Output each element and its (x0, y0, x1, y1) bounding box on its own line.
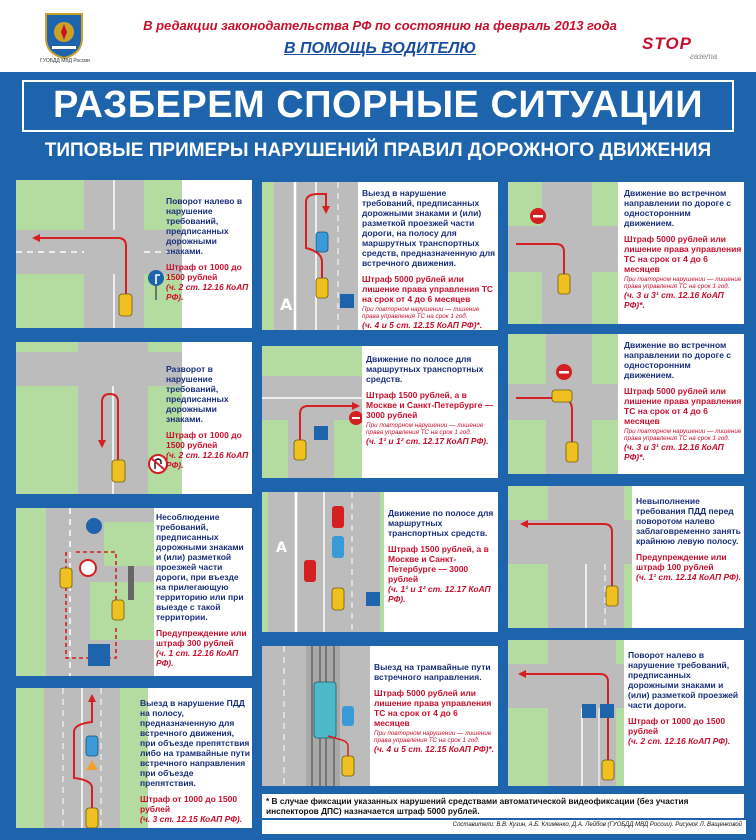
panel-bus-lane-1 (262, 346, 498, 478)
panel-description: Разворот в нарушение требований, предписанных дорожными знаками. (166, 364, 229, 424)
stop-logo-sub: газета (690, 52, 718, 61)
diagram-tram-tracks (262, 646, 370, 786)
panel-fine: Штраф 5000 рублей или лишение права управления ТС на срок от 4 до 6 месяцев (362, 274, 494, 304)
svg-text:А: А (276, 540, 287, 556)
panel-oncoming-bus-lane (262, 182, 498, 330)
panel-description: Выезд в нарушение требований, предписанных дорожными знаками и (или) разметкой проезжей части дороги, на полосу для маршрутных транспортных средств, предназначенную для встречного движения. (362, 188, 496, 268)
panel-law-ref: (ч. 2 ст. 12.16 КоАП РФ). (628, 736, 731, 746)
panel-text (388, 508, 496, 604)
svg-text:А: А (280, 295, 293, 314)
gibdd-emblem-icon (42, 8, 86, 60)
panel-u-turn-sign (16, 342, 252, 494)
diagram-oncoming-bus-lane (262, 182, 358, 330)
diagram-left-turn-sign (16, 180, 182, 328)
diagram-left-turn-marking (508, 640, 624, 786)
diagram-bus-lane-1 (262, 346, 362, 478)
panel-law-ref: (ч. 1¹ и 1² ст. 12.17 КоАП РФ). (388, 584, 491, 604)
diagram-one-way-1 (508, 182, 618, 324)
panel-description: Поворот налево в нарушение требований, предписанных дорожными знаками и (или) разметкой проезжей части дороги. (628, 650, 739, 710)
emblem-caption: ГУОБДД МВД России (40, 58, 90, 64)
panel-law-ref: (ч. 1 ст. 12.16 КоАП РФ). (156, 648, 239, 668)
panel-law-ref: (ч. 2 ст. 12.16 КоАП РФ). (166, 282, 249, 302)
panel-one-way-1 (508, 182, 744, 324)
header (0, 0, 756, 72)
panel-text (156, 512, 250, 668)
panel-text (366, 354, 496, 446)
panel-repeat-note: При повторном нарушении — лишение права управления ТС на срок 1 год. (362, 306, 480, 320)
panel-left-turn-sign (16, 180, 252, 328)
panel-adjacent-territory (16, 508, 252, 676)
panel-description: Движение по полосе для маршрутных транспортных средств. (366, 354, 484, 384)
legislation-note: В редакции законодательства РФ по состоянию на февраль 2013 года (143, 18, 617, 33)
panel-text (166, 364, 250, 470)
panel-law-ref: (ч. 3 ст. 12.15 КоАП РФ). (140, 814, 243, 824)
header-subtitle: В ПОМОЩЬ ВОДИТЕЛЮ (283, 40, 477, 57)
panel-text (166, 196, 250, 302)
page-subtitle: ТИПОВЫЕ ПРИМЕРЫ НАРУШЕНИЙ ПРАВИЛ ДОРОЖНОГО ДВИЖЕНИЯ (44, 140, 712, 161)
panel-tram-tracks (262, 646, 498, 786)
panel-fine: Штраф 1500 рублей, а в Москве и Санкт-Петербурге — 3000 рублей (388, 544, 489, 584)
panel-law-ref: (ч. 3 и 3¹ ст. 12.16 КоАП РФ)*. (624, 442, 724, 462)
panel-fine: Штраф 5000 рублей или лишение права управления ТС на срок от 4 до 6 месяцев (624, 386, 742, 426)
panel-fine: Штраф от 1000 до 1500 рублей (140, 794, 238, 814)
panel-repeat-note: При повторном нарушении — лишение права управления ТС на срок 1 год. (366, 422, 484, 436)
panel-fine: Штраф от 1000 до 1500 рублей (628, 716, 726, 736)
panel-text (636, 496, 742, 582)
panel-fine: Штраф 5000 рублей или лишение права управления ТС на срок от 4 до 6 месяцев (624, 234, 742, 274)
panel-left-turn-marking (508, 640, 744, 786)
panel-description: Невыполнение требования ПДД перед поворотом налево заблаговременно занять крайнюю левую полосу. (636, 496, 741, 546)
panel-fine: Штраф от 1000 до 1500 рублей (166, 262, 242, 282)
panel-text (624, 340, 742, 462)
footnote: * В случае фиксации указанных нарушений средствами автоматической видеофиксации (без участия инспекторов ДПС) назначается штраф 5000 рублей. (262, 794, 744, 818)
diagram-adjacent-territory (16, 508, 154, 676)
panel-fine: Предупреждение или штраф 300 рублей (156, 628, 247, 648)
diagram-bus-lane-2 (262, 492, 384, 632)
panel-fine: Предупреждение или штраф 100 рублей (636, 552, 727, 572)
panel-law-ref: (ч. 3 и 3¹ ст. 12.16 КоАП РФ)*. (624, 290, 724, 310)
diagram-left-lane (508, 486, 632, 628)
panel-bus-lane-2 (262, 492, 498, 632)
panel-law-ref: (ч. 4 и 5 ст. 12.15 КоАП РФ)*. (362, 320, 483, 330)
panel-text (362, 188, 496, 330)
stop-logo: STOP (642, 34, 692, 53)
panel-text (374, 662, 496, 754)
panel-text (140, 698, 250, 824)
credits: Составители: В.В. Кузин, А.Б. Клименко, Д.А. Лейбов (ГУОБДД МВД России). Рисунок Л. Ващенковой (262, 820, 746, 834)
panel-law-ref: (ч. 4 и 5 ст. 12.15 КоАП РФ)*. (374, 744, 495, 754)
panel-description: Выезд в нарушение ПДД на полосу, предназначенную для встречного движения, при объезде препятствия либо на трамвайные пути встречного направления при объезде препятствия. (140, 698, 250, 788)
diagram-u-turn-sign (16, 342, 182, 494)
panel-fine: Штраф 1500 рублей, а в Москве и Санкт-Петербурге — 3000 рублей (366, 390, 494, 420)
panel-description: Движение по полосе для маршрутных транспортных средств. (388, 508, 494, 538)
panel-one-way-2 (508, 334, 744, 474)
panel-text (624, 188, 742, 310)
panel-repeat-note: При повторном нарушении — лишение права управления ТС на срок 1 год. (624, 276, 742, 290)
panel-fine: Штраф от 1000 до 1500 рублей (166, 430, 242, 450)
diagram-oncoming-obstacle (16, 688, 148, 828)
panel-repeat-note: При повторном нарушении — лишение права управления ТС на срок 1 год. (374, 730, 492, 744)
panel-text (628, 650, 742, 746)
panel-description: Выезд на трамвайные пути встречного направления. (374, 662, 491, 682)
panel-oncoming-obstacle (16, 688, 252, 828)
panel-law-ref: (ч. 1¹ ст. 12.14 КоАП РФ). (636, 572, 741, 582)
panel-left-lane (508, 486, 744, 628)
panel-description: Несоблюдение требований, предписанных дорожными знаками и (или) разметкой проезжей части дороги, при въезде на прилегающую территорию или при выезде с такой территории. (156, 512, 244, 622)
panel-law-ref: (ч. 2 ст. 12.16 КоАП РФ). (166, 450, 249, 470)
diagram-one-way-2 (508, 334, 618, 474)
panel-fine: Штраф 5000 рублей или лишение права управления ТС на срок от 4 до 6 месяцев (374, 688, 492, 728)
page-title: РАЗБЕРЕМ СПОРНЫЕ СИТУАЦИИ (52, 84, 704, 126)
panel-description: Поворот налево в нарушение требований, предписанных дорожными знаками. (166, 196, 243, 256)
panel-description: Движение во встречном направлении по дороге с односторонним движением. (624, 340, 732, 380)
panel-law-ref: (ч. 1¹ и 1² ст. 12.17 КоАП РФ). (366, 436, 489, 446)
panel-description: Движение во встречном направлении по дороге с односторонним движением. (624, 188, 732, 228)
panel-repeat-note: При повторном нарушении — лишение права управления ТС на срок 1 год. (624, 428, 742, 442)
